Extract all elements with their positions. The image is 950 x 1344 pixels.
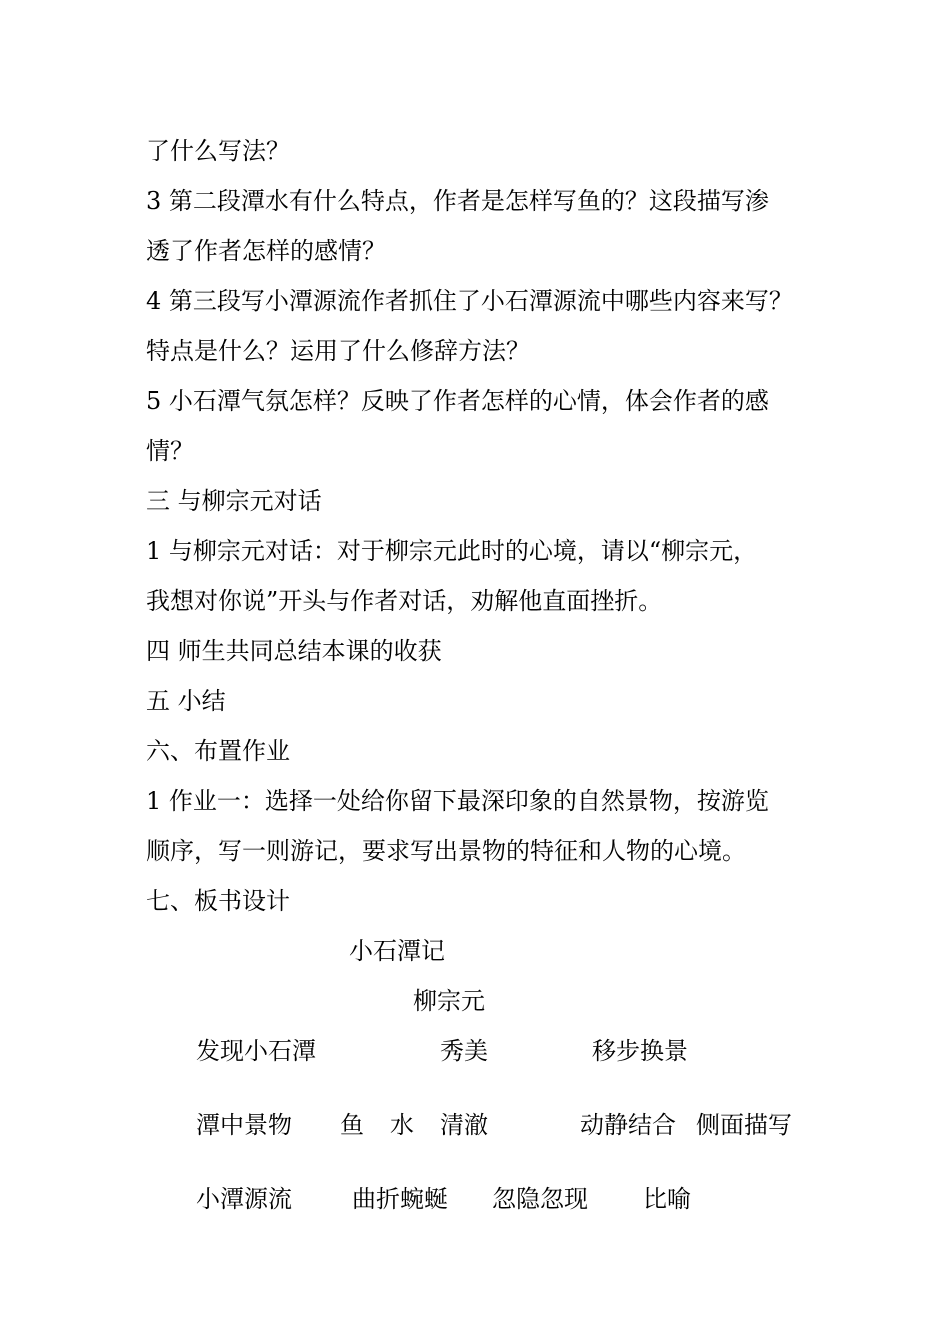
- board-title: 小石潭记: [349, 937, 445, 965]
- text-line-15: 顺序，写一则游记，要求写出景物的特征和人物的心境。: [146, 837, 746, 865]
- board-row2-col2: 鱼: [340, 1111, 364, 1139]
- board-row3-col4: 比喻: [643, 1185, 691, 1213]
- board-row3-col2: 曲折蜿蜒: [352, 1185, 448, 1213]
- text-line-1: 了什么写法？: [146, 137, 290, 165]
- text-line-7: 情？: [146, 437, 194, 465]
- text-line-14: 1 作业一：选择一处给你留下最深印象的自然景物，按游览: [146, 787, 769, 815]
- section-heading-6: 六、布置作业: [146, 737, 290, 765]
- section-heading-7: 七、板书设计: [146, 887, 290, 915]
- board-row2-col3: 水: [390, 1111, 414, 1139]
- board-row2-col5: 动静结合: [580, 1111, 676, 1139]
- text-line-10: 我想对你说”开头与作者对话，劝解他直面挫折。: [146, 587, 663, 615]
- board-row2-col6: 侧面描写: [696, 1111, 792, 1139]
- text-line-3: 透了作者怎样的感情？: [146, 237, 386, 265]
- board-row1-col2: 秀美: [440, 1037, 488, 1065]
- section-heading-5: 五 小结: [146, 687, 226, 715]
- text-line-9: 1 与柳宗元对话：对于柳宗元此时的心境，请以“柳宗元，: [146, 537, 758, 565]
- text-line-4: 4 第三段写小潭源流作者抓住了小石潭源流中哪些内容来写？: [146, 287, 793, 315]
- board-row3-col1: 小潭源流: [196, 1185, 292, 1213]
- text-line-6: 5 小石潭气氛怎样？反映了作者怎样的心情，体会作者的感: [146, 387, 769, 415]
- board-row2-col4: 清澈: [440, 1111, 488, 1139]
- section-heading-3: 三 与柳宗元对话: [146, 487, 322, 515]
- board-author: 柳宗元: [413, 987, 485, 1015]
- board-row1-col1: 发现小石潭: [196, 1037, 316, 1065]
- board-row2-col1: 潭中景物: [196, 1111, 292, 1139]
- text-line-5: 特点是什么？运用了什么修辞方法？: [146, 337, 530, 365]
- text-line-2: 3 第二段潭水有什么特点，作者是怎样写鱼的？这段描写渗: [146, 187, 769, 215]
- board-row3-col3: 忽隐忽现: [492, 1185, 588, 1213]
- board-row1-col3: 移步换景: [592, 1037, 688, 1065]
- section-heading-4: 四 师生共同总结本课的收获: [146, 637, 442, 665]
